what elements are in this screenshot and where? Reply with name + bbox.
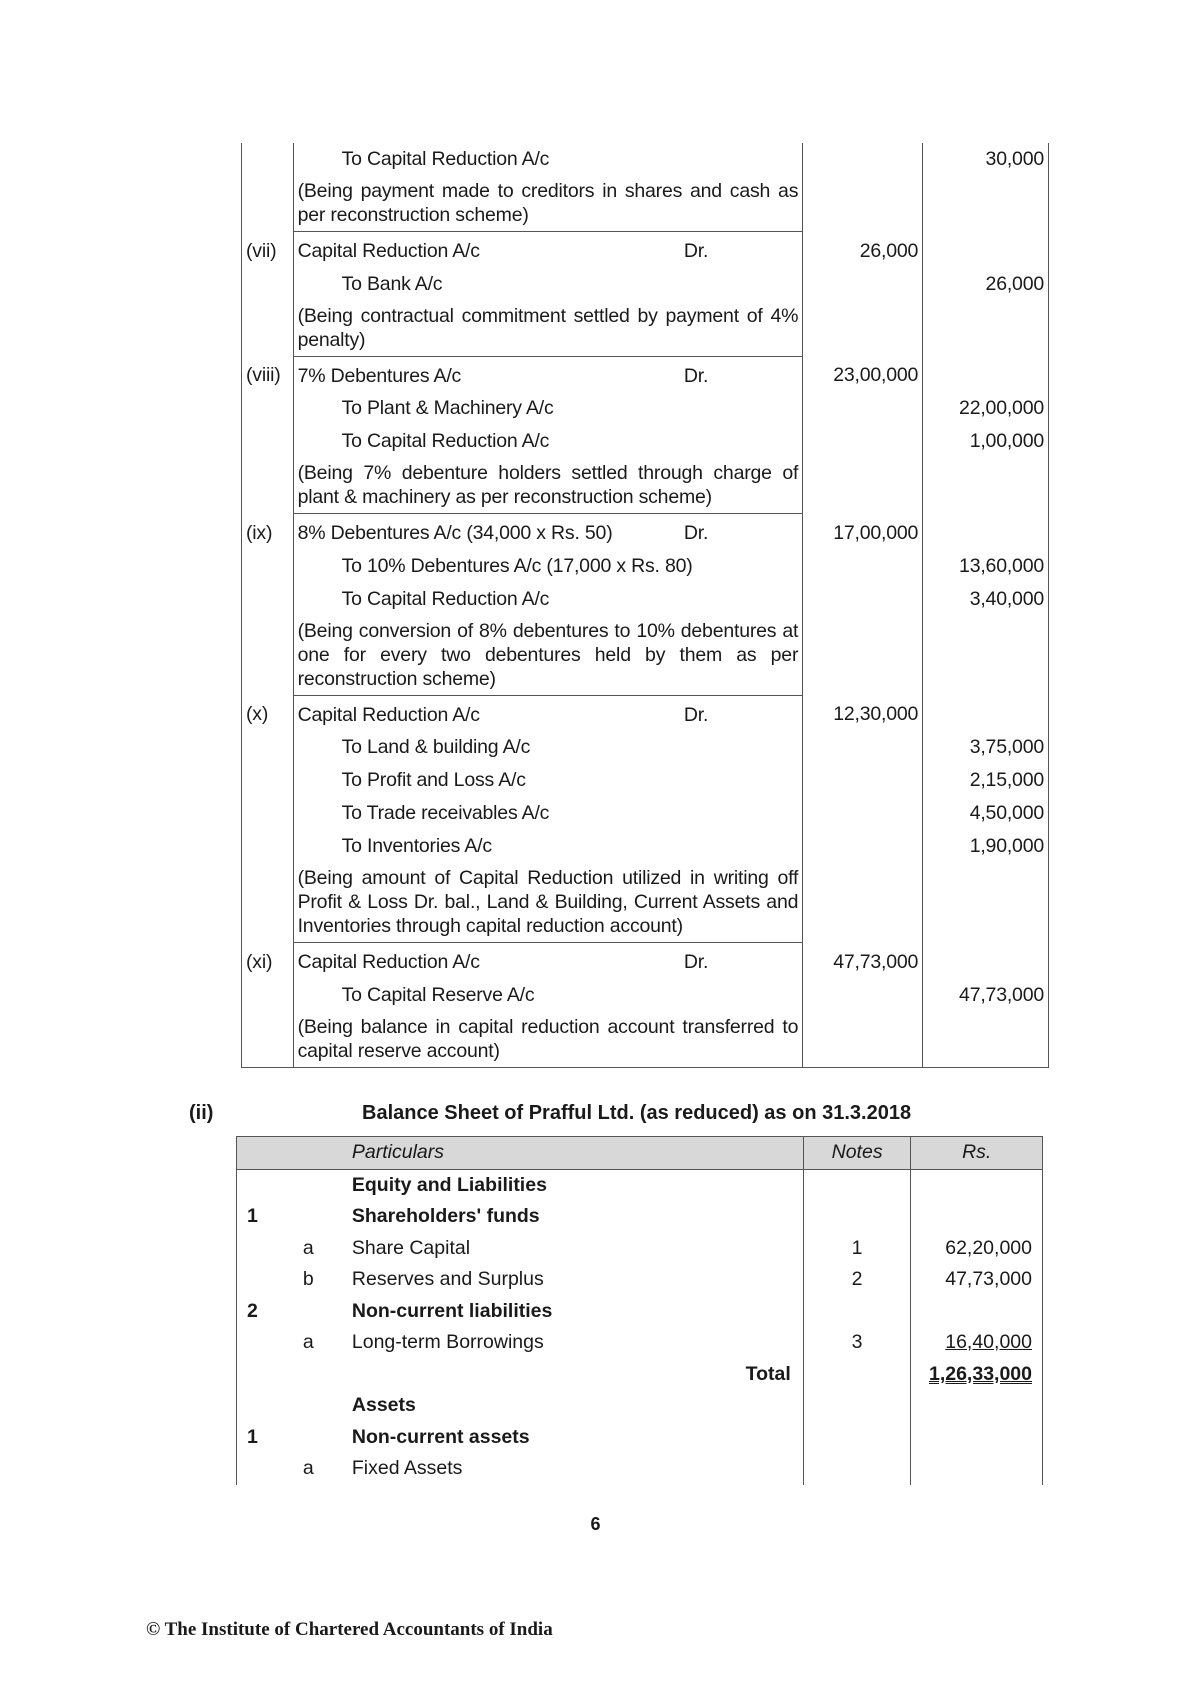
total-row	[237, 1359, 1043, 1391]
credit-amount: 4,50,000	[923, 794, 1049, 827]
debit-account: 7% Debentures A/c	[297, 364, 462, 387]
row-label: Share Capital	[352, 1233, 803, 1265]
row-amount: 62,20,000	[911, 1233, 1043, 1265]
credit-amount: 3,75,000	[923, 728, 1049, 761]
journal-credit-line	[242, 389, 1049, 422]
group-number: 1	[237, 1201, 303, 1233]
entry-number: (viii)	[242, 356, 294, 389]
group-number: 2	[237, 1296, 303, 1328]
narration-text: (Being payment made to creditors in shares and cash as per reconstruction scheme)	[297, 180, 799, 226]
credit-amount: 22,00,000	[923, 389, 1049, 422]
debit-amount: 23,00,000	[803, 356, 923, 389]
debit-account: Capital Reduction A/c	[297, 703, 480, 726]
journal-credit-line	[242, 761, 1049, 794]
total-amount: 1,26,33,000	[928, 1362, 1032, 1385]
table-row	[237, 1390, 1043, 1422]
journal-narration	[242, 298, 1049, 357]
row-label: Fixed Assets	[352, 1453, 803, 1485]
credit-amount: 3,40,000	[923, 580, 1049, 613]
narration-text: (Being balance in capital reduction account transferred to capital reserve account)	[297, 1015, 799, 1062]
group-heading: Non-current assets	[352, 1422, 803, 1454]
entry-number: (x)	[242, 695, 294, 728]
journal-debit-line	[242, 514, 1049, 547]
credit-account: To Trade receivables A/c	[341, 802, 550, 824]
section-label: (ii)	[189, 1102, 214, 1124]
row-amount: 47,73,000	[911, 1264, 1043, 1296]
balance-sheet-title: Balance Sheet of Prafful Ltd. (as reduced) as on 31.3.2018	[362, 1102, 912, 1124]
journal-narration	[242, 455, 1049, 514]
header-rs: Rs.	[911, 1137, 1043, 1170]
row-note: 1	[803, 1233, 911, 1265]
journal-credit-line	[242, 794, 1049, 827]
journal-credit-line	[242, 580, 1049, 613]
debit-account: 8% Debentures A/c (34,000 x Rs. 50)	[297, 522, 613, 544]
section-heading: Equity and Liabilities	[352, 1169, 803, 1201]
header-particulars: Particulars	[352, 1137, 803, 1170]
narration-text: (Being conversion of 8% debentures to 10% debentures at one for every two debentures held by them as per reconstruction scheme)	[297, 619, 799, 690]
credit-amount: 1,00,000	[923, 422, 1049, 455]
journal-narration	[242, 173, 1049, 232]
journal-narration	[242, 860, 1049, 943]
debit-account: Capital Reduction A/c	[297, 240, 480, 262]
table-header-row	[237, 1137, 1043, 1170]
journal-credit-line	[242, 827, 1049, 860]
balance-sheet-table	[236, 1136, 1043, 1485]
table-row	[237, 1169, 1043, 1201]
credit-amount: 26,000	[923, 265, 1049, 298]
credit-account: To Inventories A/c	[341, 835, 492, 857]
row-amount: 16,40,000	[945, 1331, 1032, 1353]
row-note: 3	[803, 1327, 911, 1359]
table-row	[237, 1296, 1043, 1328]
table-row	[237, 1264, 1043, 1296]
credit-amount: 13,60,000	[923, 547, 1049, 580]
journal-narration	[242, 613, 1049, 696]
credit-amount: 30,000	[923, 143, 1049, 173]
entry-number: (xi)	[242, 943, 294, 976]
narration-text: (Being contractual commitment settled by payment of 4% penalty)	[297, 304, 799, 351]
journal-entries-table	[241, 143, 1049, 1068]
credit-account: To Capital Reduction A/c	[341, 587, 550, 610]
debit-amount: 12,30,000	[803, 695, 923, 728]
journal-debit-line	[242, 356, 1049, 389]
credit-amount: 2,15,000	[923, 761, 1049, 794]
entry-number: (vii)	[242, 232, 294, 265]
dr-mark: Dr.	[683, 364, 709, 387]
journal-credit-line	[242, 265, 1049, 298]
debit-account: Capital Reduction A/c	[297, 951, 480, 973]
credit-account: To Capital Reserve A/c	[341, 983, 535, 1006]
journal-credit-line	[242, 547, 1049, 580]
row-letter: a	[302, 1331, 314, 1353]
entry-number: (ix)	[242, 514, 294, 547]
row-letter: a	[302, 1236, 314, 1259]
table-row	[237, 1422, 1043, 1454]
page-number: 6	[590, 1514, 601, 1534]
credit-account: To Plant & Machinery A/c	[341, 397, 554, 419]
dr-mark: Dr.	[683, 240, 709, 262]
credit-account: To Bank A/c	[341, 272, 443, 295]
journal-narration	[242, 1009, 1049, 1068]
credit-account: To Profit and Loss A/c	[341, 769, 526, 791]
table-row	[237, 1201, 1043, 1233]
credit-account: To Land & building A/c	[341, 736, 531, 758]
table-row	[237, 1233, 1043, 1265]
narration-text: (Being 7% debenture holders settled through charge of plant & machinery as per reconstruction scheme)	[297, 462, 799, 508]
total-label: Total	[352, 1359, 803, 1391]
row-letter: b	[302, 1268, 314, 1290]
journal-credit-line	[242, 143, 1049, 173]
table-row	[237, 1327, 1043, 1359]
credit-account: To Capital Reduction A/c	[341, 430, 550, 452]
journal-debit-line	[242, 943, 1049, 976]
header-notes: Notes	[803, 1137, 911, 1170]
journal-credit-line	[242, 422, 1049, 455]
journal-debit-line	[242, 695, 1049, 728]
footer-copyright: © The Institute of Chartered Accountants of India	[146, 1619, 553, 1640]
group-heading: Shareholders' funds	[352, 1201, 803, 1233]
debit-amount: 26,000	[803, 232, 923, 265]
dr-mark: Dr.	[683, 703, 709, 726]
credit-account: To Capital Reduction A/c	[341, 148, 550, 170]
row-letter: a	[302, 1457, 314, 1479]
group-number: 1	[237, 1422, 303, 1454]
table-row	[237, 1453, 1043, 1485]
dr-mark: Dr.	[683, 951, 709, 973]
narration-text: (Being amount of Capital Reduction utilized in writing off Profit & Loss Dr. bal., Land & Building, Current Assets and Inventories through capital reduction account)	[297, 867, 799, 937]
credit-amount: 47,73,000	[923, 976, 1049, 1009]
group-heading: Non-current liabilities	[352, 1296, 803, 1328]
section-heading: Assets	[352, 1390, 803, 1422]
row-label: Reserves and Surplus	[352, 1264, 803, 1296]
credit-amount: 1,90,000	[923, 827, 1049, 860]
row-note: 2	[803, 1264, 911, 1296]
credit-account: To 10% Debentures A/c (17,000 x Rs. 80)	[341, 554, 693, 577]
row-label: Long-term Borrowings	[352, 1327, 803, 1359]
journal-debit-line	[242, 232, 1049, 265]
journal-credit-line	[242, 976, 1049, 1009]
debit-amount: 17,00,000	[803, 514, 923, 547]
debit-amount: 47,73,000	[803, 943, 923, 976]
dr-mark: Dr.	[683, 522, 709, 544]
journal-credit-line	[242, 728, 1049, 761]
